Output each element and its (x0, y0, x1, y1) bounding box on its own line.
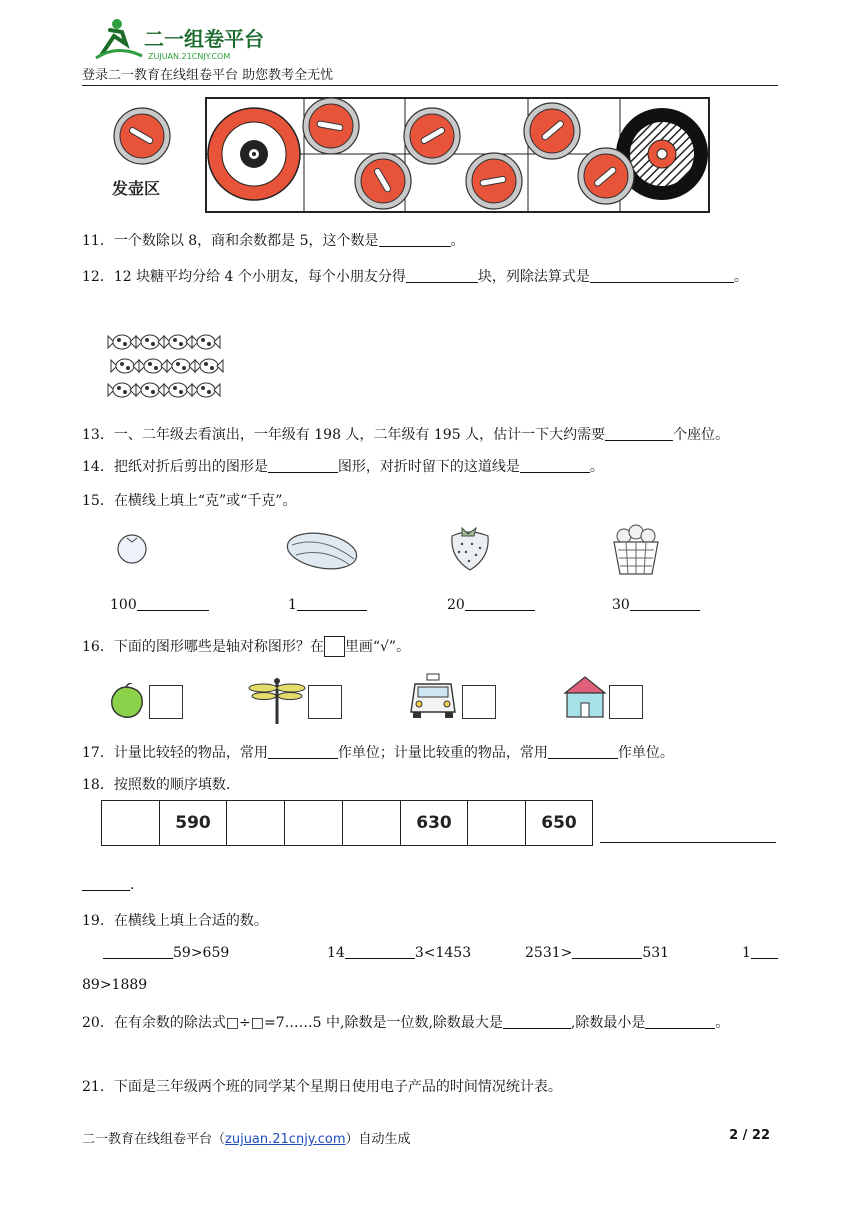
question-17: 17．计量比较轻的物品，常用 作单位；计量比较重的物品，常用 作单位。 (82, 745, 674, 761)
answer-blank[interactable] (268, 744, 338, 759)
footer-source: 二一教育在线组卷平台（zujuan.21cnjy.com）自动生成 (82, 1132, 411, 1147)
car-icon (409, 672, 457, 726)
candy-icon (195, 359, 223, 373)
q19-item-3: 2531> 531 (525, 945, 670, 961)
answer-blank[interactable] (590, 268, 734, 283)
candy-icon (139, 359, 167, 373)
curling-figure (110, 96, 715, 220)
question-21: 21．下面是三年级两个班的同学某个星期日使用电子产品的时间情况统计表。 (82, 1079, 562, 1095)
fruit-basket-icon (610, 522, 662, 580)
target-house-left (208, 108, 300, 200)
curling-stone (524, 103, 580, 159)
footer-link[interactable]: zujuan.21cnjy.com (225, 1132, 346, 1147)
leaf-icon (108, 683, 146, 725)
logo-url: ZUJUAN.21CNJY.COM (148, 52, 231, 61)
answer-blank[interactable] (605, 426, 673, 441)
q18-continuation: . (82, 876, 134, 893)
answer-blank[interactable] (520, 458, 590, 473)
candy-icon (167, 359, 195, 373)
answer-blank[interactable] (630, 596, 700, 611)
answer-blank[interactable] (379, 232, 451, 247)
sample-checkbox (324, 636, 345, 657)
answer-blank[interactable] (548, 744, 618, 759)
question-19: 19．在横线上填上合适的数。 (82, 913, 268, 929)
header-subtitle: 登录二一教育在线组卷平台 助您教考全无忧 (82, 68, 334, 83)
answer-blank[interactable] (751, 944, 778, 959)
question-18: 18．按照数的顺序填数. (82, 777, 231, 793)
curling-stone (303, 98, 359, 154)
question-14: 14．把纸对折后剪出的图形是 图形，对折时留下的这道线是 。 (82, 459, 604, 475)
candy-icon (136, 335, 164, 349)
answer-blank[interactable] (465, 596, 535, 611)
sequence-cell[interactable] (468, 801, 526, 845)
answer-blank[interactable] (137, 596, 209, 611)
page-number: 2 / 22 (729, 1128, 770, 1143)
answer-checkbox[interactable] (308, 685, 342, 719)
site-logo (92, 14, 282, 64)
q19-item-4: 1 (742, 944, 778, 961)
answer-blank[interactable] (82, 876, 130, 891)
question-13: 13．一、二年级去看演出，一年级有 198 人，二年级有 195 人，估计一下大约需要 个座位。 (82, 427, 730, 443)
candy-icon (164, 335, 192, 349)
candy-picture (104, 328, 224, 408)
sequence-cell: 630 (401, 801, 468, 845)
curling-stone (578, 148, 634, 204)
header-divider (82, 85, 778, 86)
zone-label: 发壶区 (112, 179, 161, 198)
candy-icon (192, 383, 220, 397)
question-11: 11．一个数除以 8，商和余数都是 5，这个数是 。 (82, 233, 465, 249)
runner-logo-icon (96, 19, 142, 58)
candy-icon (108, 383, 136, 397)
q15-item-3: 20 (447, 596, 535, 613)
q15-item-4: 30 (612, 596, 700, 613)
candy-icon (164, 383, 192, 397)
curling-stone (114, 108, 170, 164)
answer-blank[interactable] (268, 458, 338, 473)
curling-stone (355, 153, 411, 209)
answer-blank[interactable] (503, 1014, 571, 1029)
candy-icon (111, 359, 139, 373)
answer-blank[interactable] (645, 1014, 715, 1029)
answer-blank[interactable] (600, 828, 776, 843)
strawberry-icon (444, 522, 494, 578)
curling-stone (404, 108, 460, 164)
question-16: 16．下面的图形哪些是轴对称图形？在 里画“√”。 (82, 636, 410, 657)
blueberry-icon (115, 530, 149, 570)
candy-icon (108, 335, 136, 349)
cabbage-icon (284, 525, 360, 579)
answer-checkbox[interactable] (149, 685, 183, 719)
sequence-cell[interactable] (285, 801, 343, 845)
answer-blank[interactable] (297, 596, 367, 611)
answer-blank[interactable] (406, 268, 478, 283)
sequence-cell[interactable] (343, 801, 401, 845)
dragonfly-icon (248, 676, 306, 730)
sequence-cell[interactable] (227, 801, 285, 845)
sequence-cell: 590 (160, 801, 227, 845)
house-icon (563, 675, 607, 723)
q15-item-1: 100 (110, 596, 209, 613)
q19-wrap: 89>1889 (82, 977, 148, 993)
answer-checkbox[interactable] (462, 685, 496, 719)
number-sequence-table (101, 800, 593, 846)
question-12: 12．12 块糖平均分给 4 个小朋友，每个小朋友分得 块，列除法算式是 。 (82, 269, 748, 285)
candy-icon (136, 383, 164, 397)
sequence-cell[interactable] (102, 801, 160, 845)
q19-item-2: 14 3<1453 (327, 945, 472, 961)
question-20: 20．在有余数的除法式□÷□=7……5 中,除数是一位数,除数最大是 ,除数最小是 。 (82, 1015, 730, 1031)
sequence-cell: 650 (541, 813, 577, 833)
q15-item-2: 1 (288, 596, 367, 613)
logo-text: 二一组卷平台 (144, 27, 264, 51)
q19-item-1: 59>659 (103, 944, 229, 961)
answer-blank[interactable] (345, 944, 415, 959)
question-15: 15．在横线上填上“克”或“千克”。 (82, 493, 297, 509)
answer-checkbox[interactable] (609, 685, 643, 719)
curling-stone (466, 153, 522, 209)
candy-icon (192, 335, 220, 349)
answer-blank[interactable] (572, 944, 642, 959)
answer-blank[interactable] (103, 944, 173, 959)
